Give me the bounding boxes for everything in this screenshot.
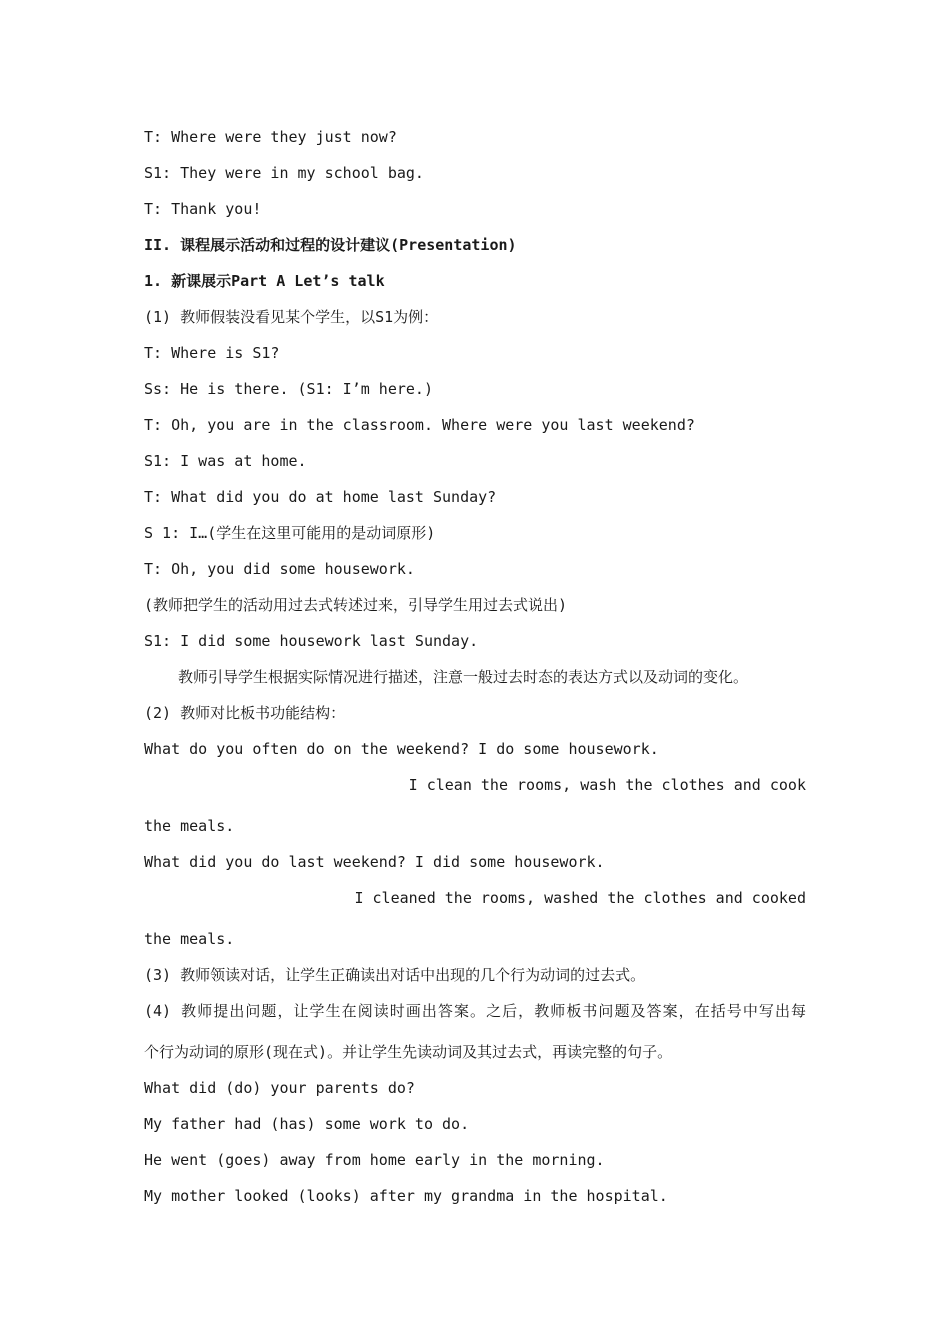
dialogue-line: T: Oh, you did some housework.: [144, 560, 415, 578]
step-instruction: (3) 教师领读对话，让学生正确读出对话中出现的几个行为动词的过去式。: [144, 966, 646, 984]
step-instruction: 个行为动词的原形(现在式)。并让学生先读动词及其过去式，再读完整的句子。: [144, 1043, 673, 1061]
dialogue-line: T: Thank you!: [144, 200, 262, 218]
step-instruction: (4) 教师提出问题，让学生在阅读时画出答案。之后，教师板书问题及答案，在括号中写出每: [144, 1002, 806, 1020]
board-sentence: the meals.: [144, 930, 235, 948]
dialogue-line: T: Where were they just now?: [144, 128, 397, 146]
teacher-note: (教师把学生的活动用过去式转述过来，引导学生用过去式说出): [144, 596, 568, 614]
dialogue-line: S1: They were in my school bag.: [144, 164, 424, 182]
dialogue-line: T: What did you do at home last Sunday?: [144, 488, 497, 506]
dialogue-line: Ss: He is there. (S1: I’m here.): [144, 380, 433, 398]
dialogue-line: T: Where is S1?: [144, 344, 280, 362]
board-sentence: My father had (has) some work to do.: [144, 1115, 470, 1133]
teacher-note: 教师引导学生根据实际情况进行描述，注意一般过去时态的表达方式以及动词的变化。: [178, 668, 749, 686]
step-instruction: (1) 教师假装没看见某个学生，以S1为例：: [144, 308, 439, 326]
board-sentence: I cleaned the rooms, washed the clothes and cooked: [354, 889, 806, 907]
board-sentence: the meals.: [144, 817, 235, 835]
subsection-heading: 1. 新课展示Part A Let’s talk: [144, 272, 385, 290]
dialogue-line: S 1: I…(学生在这里可能用的是动词原形): [144, 524, 436, 542]
board-sentence: He went (goes) away from home early in the morning.: [144, 1151, 605, 1169]
dialogue-line: T: Oh, you are in the classroom. Where were you last weekend?: [144, 416, 695, 434]
board-sentence: What did you do last weekend? I did some housework.: [144, 853, 605, 871]
board-sentence: What did (do) your parents do?: [144, 1079, 415, 1097]
dialogue-line: S1: I was at home.: [144, 452, 307, 470]
step-instruction: (2) 教师对比板书功能结构：: [144, 704, 346, 722]
board-sentence: What do you often do on the weekend? I do some housework.: [144, 740, 659, 758]
board-sentence: I clean the rooms, wash the clothes and cook: [408, 776, 806, 794]
section-heading: II. 课程展示活动和过程的设计建议(Presentation): [144, 236, 517, 254]
dialogue-line: S1: I did some housework last Sunday.: [144, 632, 479, 650]
board-sentence: My mother looked (looks) after my grandma in the hospital.: [144, 1187, 668, 1205]
